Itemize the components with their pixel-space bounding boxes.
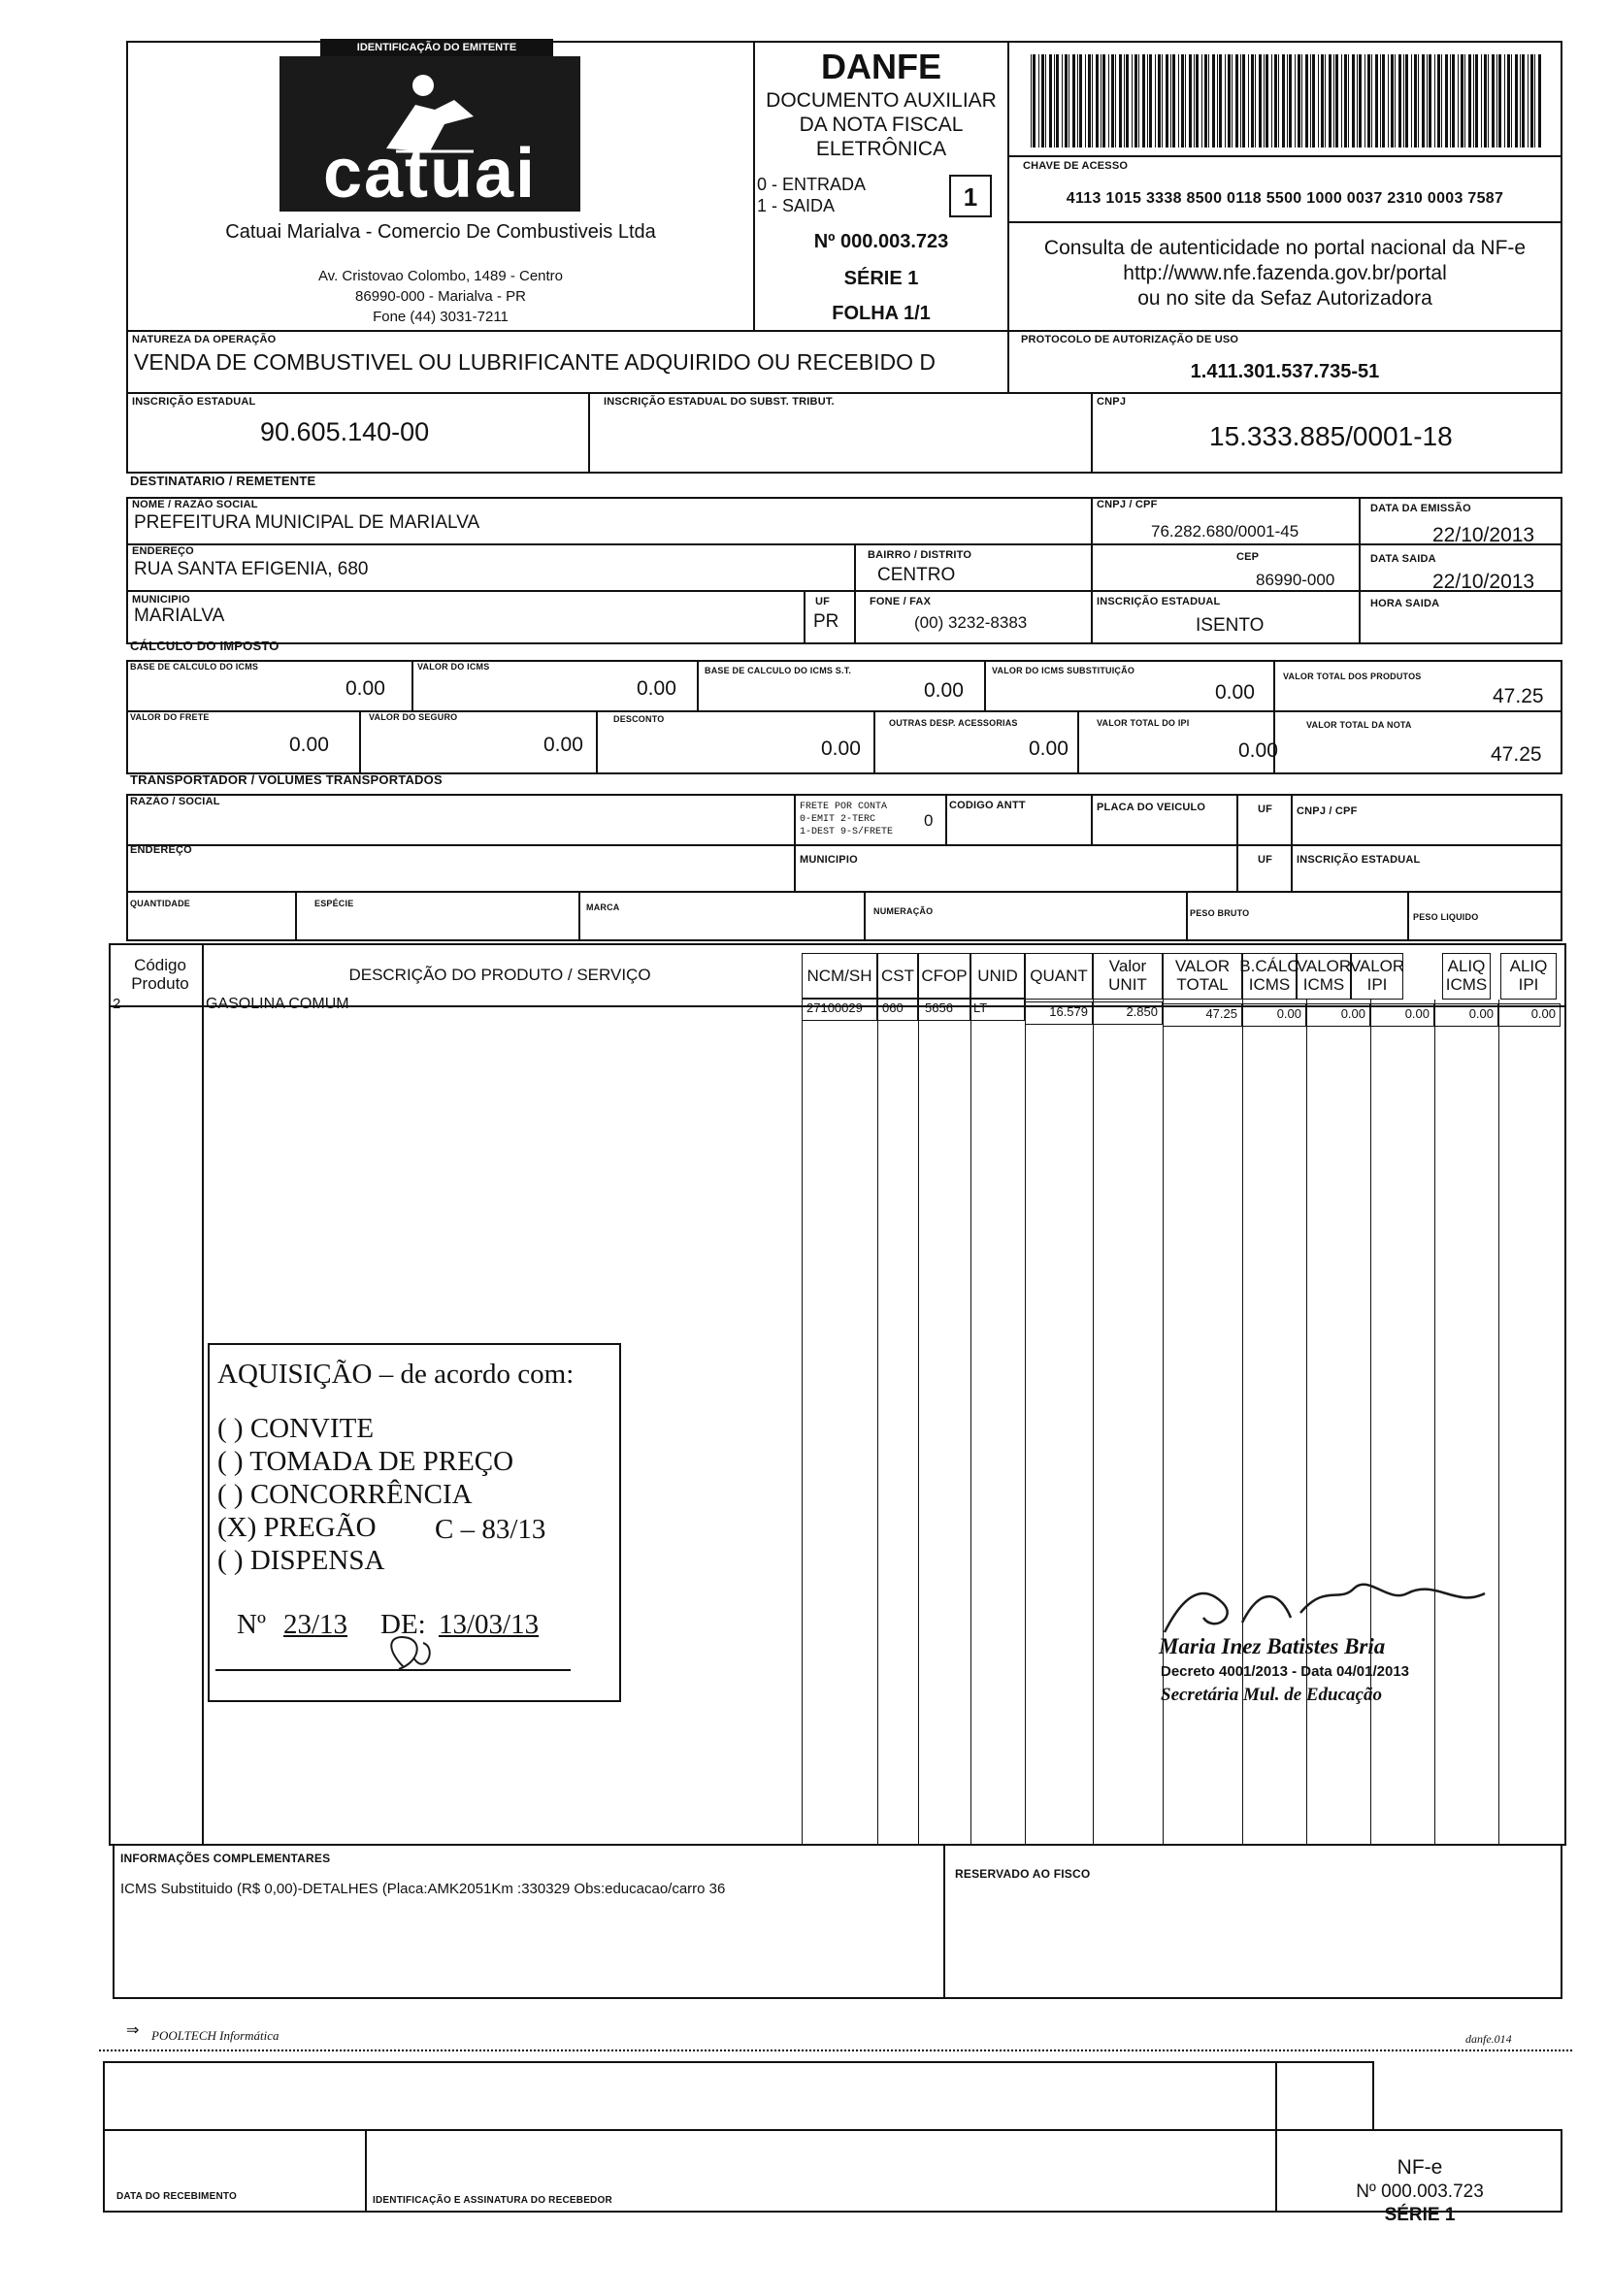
item-codigo: 2 (113, 996, 121, 1012)
col-cfop-header: CFOP (918, 953, 970, 1000)
stamp-opt-concorrencia: ( ) CONCORRÊNCIA (217, 1479, 473, 1510)
barcode-bar (1458, 54, 1459, 148)
danfe-numero: Nº 000.003.723 (813, 231, 949, 252)
col-quant-header: QUANT (1025, 953, 1093, 1000)
barcode-bar (1528, 54, 1529, 148)
transp-peso-liquido-label: PESO LIQUIDO (1413, 912, 1479, 922)
item-cfop: 5656 (918, 998, 970, 1021)
barcode-bar (1380, 54, 1381, 148)
barcode-bar (1251, 54, 1254, 148)
barcode-bar (1484, 54, 1487, 148)
barcode-bar (1088, 54, 1091, 148)
transp-uf2-label: UF (1258, 854, 1273, 866)
stamp-pregao-ref: C – 83/13 (435, 1514, 546, 1545)
pooltech-icon: ⇒ (126, 2022, 140, 2039)
transp-uf-label: UF (1258, 804, 1273, 815)
transp-frete-line-3: 1-DEST 9-S/FRETE (800, 827, 894, 837)
col-unid-header: UNID (970, 953, 1025, 1000)
barcode-bar (1367, 54, 1370, 148)
barcode-bar (1158, 54, 1161, 148)
barcode-bar (1189, 54, 1192, 148)
identificacao-recebedor-label: IDENTIFICAÇÃO E ASSINATURA DO RECEBEDOR (373, 2195, 612, 2206)
base-st-value: 0.00 (924, 679, 964, 702)
barcode-bar (1278, 54, 1279, 148)
dest-municipio-value: MARIALVA (134, 606, 225, 626)
transp-cnpj-label: CNPJ / CPF (1297, 805, 1358, 817)
barcode-bar (1096, 54, 1099, 148)
barcode-bar (1427, 54, 1428, 148)
barcode-bar (1077, 54, 1078, 148)
ipi-label: VALOR TOTAL DO IPI (1097, 718, 1190, 728)
cnpj-label: CNPJ (1097, 396, 1127, 408)
barcode-bar (1142, 54, 1145, 148)
barcode-bar (1305, 54, 1308, 148)
footer-nfe-numero: Nº 000.003.723 (1356, 2181, 1484, 2202)
barcode-bar (1348, 54, 1349, 148)
desconto-value: 0.00 (821, 738, 861, 760)
cnpj-value: 15.333.885/0001-18 (1209, 421, 1453, 451)
barcode-bar (1181, 54, 1184, 148)
danfe-saida: 1 - SAIDA (757, 196, 836, 215)
barcode-bar (1072, 54, 1075, 148)
barcode-bar (1429, 54, 1431, 148)
barcode-bar (1310, 54, 1311, 148)
barcode-bar (1411, 54, 1412, 148)
item-ncm: 27100029 (802, 998, 877, 1021)
barcode-bar (1498, 54, 1501, 148)
item-aliq-ipi: 0.00 (1498, 1003, 1561, 1027)
consulta-line-2: http://www.nfe.fazenda.gov.br/portal (1123, 262, 1447, 284)
barcode-bar (1321, 54, 1324, 148)
barcode-bar (1418, 54, 1419, 148)
col-valor-ipi-header: VALOR IPI (1351, 953, 1403, 1000)
barcode-bar (1464, 54, 1465, 148)
stamp-numero-label: Nº (237, 1609, 266, 1640)
barcode-bar (1255, 54, 1256, 148)
barcode-bar (1504, 54, 1505, 148)
barcode-bar (1126, 54, 1129, 148)
danfe-subtitle-2: DA NOTA FISCAL (799, 114, 964, 136)
official-stamp-line-2: Decreto 4001/2013 - Data 04/01/2013 (1161, 1663, 1410, 1680)
stamp-data-value: 13/03/13 (439, 1609, 540, 1640)
frete-value: 0.00 (289, 734, 329, 756)
barcode-bar (1287, 54, 1288, 148)
barcode-bar (1414, 54, 1417, 148)
barcode-bar (1371, 54, 1372, 148)
barcode-bar (1264, 54, 1265, 148)
barcode-bar (1138, 54, 1139, 148)
consulta-line-3: ou no site da Sefaz Autorizadora (1137, 287, 1432, 310)
transp-quantidade-label: QUANTIDADE (130, 899, 190, 908)
protocolo-value: 1.411.301.537.735-51 (1190, 361, 1380, 382)
emitente-section-label: IDENTIFICAÇÃO DO EMITENTE (320, 39, 553, 56)
barcode-bar (1162, 54, 1163, 148)
col-descricao-header: DESCRIÇÃO DO PRODUTO / SERVIÇO (348, 965, 651, 984)
logo-text: catuai (322, 135, 538, 213)
barcode-bar (1515, 54, 1518, 148)
barcode-bar (1461, 54, 1463, 148)
barcode-bar (1049, 54, 1052, 148)
base-icms-value: 0.00 (345, 677, 385, 700)
total-produtos-value: 47.25 (1493, 685, 1544, 707)
item-cst: 060 (877, 998, 918, 1021)
col-cst-header: CST (877, 953, 918, 1000)
barcode-bar (1344, 54, 1347, 148)
stamp-opt-tomada: ( ) TOMADA DE PREÇO (217, 1446, 514, 1477)
barcode-bar (1085, 54, 1086, 148)
frete-label: VALOR DO FRETE (130, 712, 210, 722)
barcode-bar (1481, 54, 1482, 148)
item-valor-total: 47.25 (1163, 1003, 1242, 1027)
info-value: ICMS Substituido (R$ 0,00)-DETALHES (Placa:AMK2051Km :330329 Obs:educacao/carro 36 (120, 1881, 726, 1897)
danfe-folha: FOLHA 1/1 (832, 303, 931, 324)
transp-placa-label: PLACA DO VEICULO (1097, 802, 1206, 813)
barcode-bar (1038, 54, 1039, 148)
danfe-tipo-box: 1 (949, 175, 992, 217)
barcode-bar (1225, 54, 1226, 148)
barcode-bar (1235, 54, 1238, 148)
company-city: 86990-000 - Marialva - PR (355, 288, 526, 305)
barcode-bar (1318, 54, 1319, 148)
valor-st-label: VALOR DO ICMS SUBSTITUIÇÃO (992, 666, 1135, 675)
total-nota-label: VALOR TOTAL DA NOTA (1306, 720, 1412, 730)
transportador-section: TRANSPORTADOR / VOLUMES TRANSPORTADOS (130, 772, 443, 787)
transp-frete-value: 0 (924, 811, 934, 830)
natureza-label: NATUREZA DA OPERAÇÃO (132, 334, 277, 345)
barcode-bar (1333, 54, 1334, 148)
dest-cnpj-label: CNPJ / CPF (1097, 499, 1158, 510)
item-bc-icms: 0.00 (1242, 1003, 1306, 1027)
barcode-bar (1033, 54, 1036, 148)
barcode-bar (1507, 54, 1510, 148)
footer-nfe-label: NF-e (1397, 2156, 1443, 2179)
barcode-bar (1092, 54, 1093, 148)
stamp-opt-dispensa: ( ) DISPENSA (217, 1545, 385, 1576)
barcode-bar (1445, 54, 1448, 148)
danfe-entrada: 0 - ENTRADA (757, 175, 867, 194)
barcode-bar (1359, 54, 1362, 148)
barcode-bar (1522, 54, 1525, 148)
dest-endereco-label: ENDEREÇO (132, 545, 194, 557)
barcode-bar (1172, 54, 1175, 148)
barcode-bar (1301, 54, 1302, 148)
barcode-bar (1520, 54, 1521, 148)
barcode-bar (1312, 54, 1315, 148)
destinatario-section: DESTINATARIO / REMETENTE (130, 474, 316, 488)
barcode-bar (1166, 54, 1168, 148)
barcode-bar (1041, 54, 1044, 148)
protocolo-label: PROTOCOLO DE AUTORIZAÇÃO DE USO (1021, 334, 1239, 345)
col-codigo-header: Código Produto (131, 956, 189, 993)
barcode-bar (1437, 54, 1440, 148)
aquisicao-stamp (208, 1343, 621, 1702)
transp-ie-label: INSCRIÇÃO ESTADUAL (1297, 854, 1421, 866)
cut-line (99, 2050, 1572, 2051)
item-valor-ipi: 0.00 (1370, 1003, 1434, 1027)
company-logo (279, 56, 580, 212)
stamp-numero-value: 23/13 (283, 1609, 348, 1640)
col-valor-total-header: VALOR TOTAL (1163, 953, 1242, 1000)
base-st-label: BASE DE CALCULO DO ICMS S.T. (705, 666, 852, 675)
barcode-bar (1289, 54, 1292, 148)
transp-endereco-label: ENDEREÇO (130, 844, 192, 856)
barcode-bar (1475, 54, 1478, 148)
valor-icms-label: VALOR DO ICMS (417, 662, 490, 672)
barcode-bar (1108, 54, 1109, 148)
info-box (113, 1844, 1562, 1999)
transp-frete-line-2: 0-EMIT 2-TERC (800, 814, 876, 825)
chave-value: 4113 1015 3338 8500 0118 5500 1000 0037 2310 0003 7587 (1066, 190, 1504, 207)
barcode-bar (1217, 54, 1218, 148)
official-stamp-line-1: Maria Inez Batistes Bria (1159, 1634, 1386, 1658)
barcode-bar (1155, 54, 1156, 148)
barcode-bar (1398, 54, 1401, 148)
barcode-bar (1450, 54, 1451, 148)
barcode-bar (1434, 54, 1435, 148)
danfe-serie: SÉRIE 1 (843, 268, 919, 289)
barcode-bar (1201, 54, 1202, 148)
base-icms-label: BASE DE CALCULO DO ICMS (130, 662, 259, 672)
barcode-bar (1405, 54, 1408, 148)
dest-saida-value: 22/10/2013 (1432, 571, 1535, 593)
barcode-bar (1204, 54, 1207, 148)
barcode-bar (1534, 54, 1535, 148)
company-address: Av. Cristovao Colombo, 1489 - Centro (317, 268, 564, 284)
barcode-bar (1391, 54, 1394, 148)
barcode-bar (1149, 54, 1152, 148)
barcode-bar (1132, 54, 1133, 148)
footer-nfe-serie: SÉRIE 1 (1384, 2205, 1456, 2225)
barcode-bar (1119, 54, 1122, 148)
barcode-bar (1259, 54, 1262, 148)
desconto-label: DESCONTO (613, 714, 665, 724)
company-phone: Fone (44) 3031-7211 (373, 309, 509, 325)
dest-bairro-value: CENTRO (877, 565, 956, 585)
dest-nome-label: NOME / RAZÃO SOCIAL (132, 499, 258, 510)
barcode-bar (1511, 54, 1512, 148)
dest-emissao-label: DATA DA EMISSÃO (1370, 503, 1471, 514)
dest-uf-value: PR (813, 611, 839, 632)
form-code: danfe.014 (1465, 2032, 1512, 2046)
barcode-bar (1212, 54, 1215, 148)
barcode-bar (1196, 54, 1199, 148)
barcode-bar (1228, 54, 1231, 148)
barcode-bar (1530, 54, 1533, 148)
barcode-bar (1538, 54, 1541, 148)
item-valor-unit: 2.850 (1093, 1001, 1163, 1025)
dest-saida-label: DATA SAIDA (1370, 553, 1436, 565)
barcode-bar (1325, 54, 1326, 148)
transp-especie-label: ESPÉCIE (314, 899, 354, 908)
ie-st-label: INSCRIÇÃO ESTADUAL DO SUBST. TRIBUT. (604, 396, 835, 408)
natureza-value: VENDA DE COMBUSTIVEL OU LUBRIFICANTE ADQUIRIDO OU RECEBIDO D (134, 349, 937, 375)
barcode-bar (1382, 54, 1385, 148)
initials-signature-icon (365, 1628, 452, 1687)
barcode-bar (1062, 54, 1063, 148)
dest-hora-label: HORA SAIDA (1370, 598, 1440, 609)
outras-label: OUTRAS DESP. ACESSORIAS (889, 718, 1018, 728)
dest-cnpj-value: 76.282.680/0001-45 (1151, 522, 1299, 541)
stamp-opt-pregao: (X) PREGÃO (217, 1512, 377, 1543)
barcode-bar (1295, 54, 1296, 148)
dest-uf-label: UF (815, 596, 831, 607)
transp-municipio-label: MUNICIPIO (800, 854, 858, 866)
barcode-bar (1178, 54, 1179, 148)
dest-cep-value: 86990-000 (1256, 571, 1335, 589)
seguro-value: 0.00 (543, 734, 583, 756)
barcode-bar (1065, 54, 1068, 148)
barcode-bar (1194, 54, 1195, 148)
barcode-bar (1102, 54, 1105, 148)
col-bc-icms-header: B.CÁLC ICMS (1242, 953, 1297, 1000)
barcode-bar (1488, 54, 1489, 148)
col-aliq-ipi-header: ALIQ IPI (1500, 953, 1557, 1000)
col-ncm-header: NCM/SH (802, 953, 877, 1000)
barcode-bar (1492, 54, 1495, 148)
barcode-bar (1357, 54, 1358, 148)
dest-fone-value: (00) 3232-8383 (914, 613, 1028, 632)
transp-razao-label: RAZÃO / SOCIAL (130, 796, 220, 807)
official-stamp-line-3: Secretária Mul. de Educação (1161, 1685, 1382, 1705)
barcode-bar (1282, 54, 1285, 148)
danfe-title: DANFE (821, 47, 941, 86)
stamp-title: AQUISIÇÃO – de acordo com: (217, 1359, 575, 1390)
barcode-bar (1134, 54, 1137, 148)
ie-label: INSCRIÇÃO ESTADUAL (132, 396, 256, 408)
barcode-bar (1170, 54, 1171, 148)
transp-antt-label: CODIGO ANTT (949, 800, 1026, 811)
barcode-bar (1341, 54, 1342, 148)
stamp-data-label: DE: (380, 1609, 426, 1640)
barcode-bar (1468, 54, 1471, 148)
barcode-bar (1056, 54, 1059, 148)
company-name: Catuai Marialva - Comercio De Combustiveis Ltda (225, 221, 656, 243)
barcode (1031, 54, 1545, 148)
stamp-opt-convite: ( ) CONVITE (217, 1413, 375, 1444)
data-recebimento-label: DATA DO RECEBIMENTO (116, 2191, 237, 2202)
valor-icms-value: 0.00 (637, 677, 676, 700)
item-aliq-icms: 0.00 (1434, 1003, 1498, 1027)
barcode-bar (1240, 54, 1241, 148)
barcode-bar (1045, 54, 1046, 148)
info-label: INFORMAÇÕES COMPLEMENTARES (120, 1852, 331, 1865)
ipi-value: 0.00 (1238, 739, 1278, 762)
consulta-line-1: Consulta de autenticidade no portal nacional da NF-e (1043, 237, 1527, 259)
barcode-bar (1441, 54, 1442, 148)
barcode-bar (1079, 54, 1082, 148)
item-unid: LT (970, 998, 1025, 1021)
barcode-bar (1329, 54, 1332, 148)
dest-bairro-label: BAIRRO / DISTRITO (868, 549, 972, 561)
transp-numeracao-label: NUMERAÇÃO (873, 906, 934, 916)
item-valor-icms: 0.00 (1306, 1003, 1370, 1027)
reservado-fisco-label: RESERVADO AO FISCO (955, 1867, 1091, 1881)
software-credit: POOLTECH Informática (151, 2028, 279, 2043)
barcode-bar (1403, 54, 1404, 148)
barcode-bar (1031, 54, 1032, 148)
dest-endereco-value: RUA SANTA EFIGENIA, 680 (134, 559, 369, 579)
dest-nome-value: PREFEITURA MUNICIPAL DE MARIALVA (134, 512, 480, 533)
dest-cep-label: CEP (1236, 551, 1260, 563)
col-valor-unit-header: Valor UNIT (1093, 953, 1163, 1000)
transp-peso-bruto-label: PESO BRUTO (1190, 908, 1250, 918)
outras-value: 0.00 (1029, 738, 1069, 760)
barcode-bar (1335, 54, 1338, 148)
barcode-bar (1219, 54, 1222, 148)
barcode-bar (1375, 54, 1378, 148)
total-nota-value: 47.25 (1491, 743, 1542, 766)
dest-municipio-label: MUNICIPIO (132, 594, 190, 606)
dest-emissao-value: 22/10/2013 (1432, 524, 1535, 546)
dest-fone-label: FONE / FAX (870, 596, 932, 607)
barcode-bar (1232, 54, 1233, 148)
recebimento-top-box (103, 2061, 1374, 2131)
danfe-subtitle-3: ELETRÔNICA (815, 138, 947, 160)
barcode-bar (1185, 54, 1186, 148)
dest-ie-value: ISENTO (1196, 615, 1265, 636)
seguro-label: VALOR DO SEGURO (369, 712, 458, 722)
barcode-bar (1473, 54, 1474, 148)
barcode-bar (1124, 54, 1125, 148)
barcode-bar (1271, 54, 1272, 148)
barcode-bar (1496, 54, 1497, 148)
barcode-bar (1452, 54, 1455, 148)
barcode-bar (1248, 54, 1249, 148)
transp-marca-label: MARCA (586, 902, 620, 912)
barcode-bar (1395, 54, 1396, 148)
item-descricao: GASOLINA COMUM (206, 996, 349, 1012)
valor-st-value: 0.00 (1215, 681, 1255, 704)
barcode-bar (1111, 54, 1114, 148)
barcode-bar (1422, 54, 1425, 148)
barcode-bar (1388, 54, 1389, 148)
barcode-bar (1274, 54, 1277, 148)
barcode-bar (1115, 54, 1116, 148)
barcode-bar (1054, 54, 1055, 148)
dest-ie-label: INSCRIÇÃO ESTADUAL (1097, 596, 1221, 607)
col-valor-icms-header: VALOR ICMS (1297, 953, 1351, 1000)
barcode-bar (1352, 54, 1355, 148)
barcode-bar (1266, 54, 1268, 148)
barcode-bar (1298, 54, 1300, 148)
ie-value: 90.605.140-00 (260, 417, 430, 446)
col-aliq-icms-header: ALIQ ICMS (1442, 953, 1491, 1000)
barcode-bar (1208, 54, 1209, 148)
imposto-section: CÁLCULO DO IMPOSTO (130, 639, 279, 653)
danfe-subtitle-1: DOCUMENTO AUXILIAR (766, 89, 997, 112)
item-quant: 16.579 (1025, 1001, 1093, 1025)
chave-label: CHAVE DE ACESSO (1023, 160, 1129, 172)
barcode-bar (1147, 54, 1148, 148)
barcode-bar (1364, 54, 1365, 148)
transp-frete-line-1: FRETE POR CONTA (800, 802, 888, 812)
barcode-bar (1242, 54, 1245, 148)
total-produtos-label: VALOR TOTAL DOS PRODUTOS (1283, 672, 1422, 681)
